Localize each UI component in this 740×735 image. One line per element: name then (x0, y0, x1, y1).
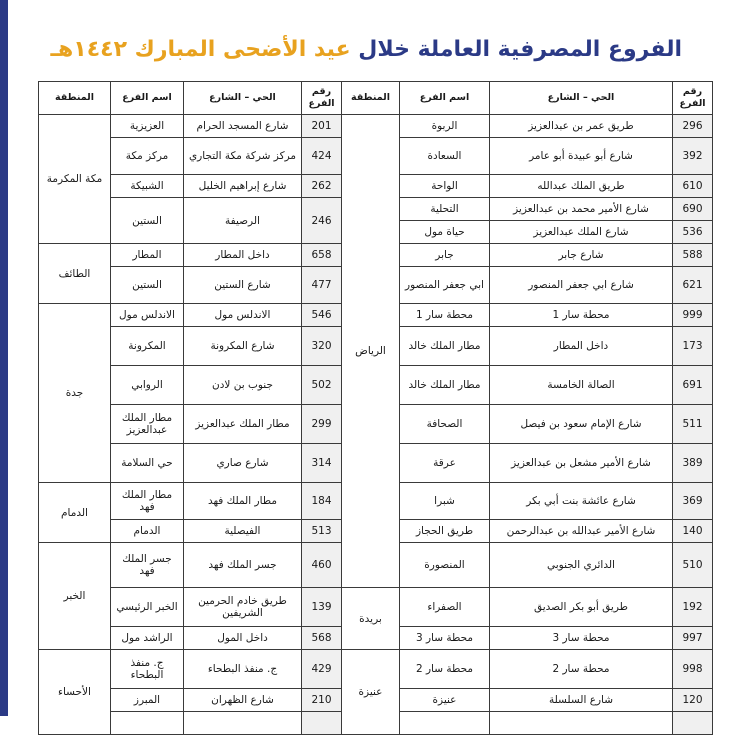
branch-num: 246 (302, 198, 342, 244)
branch-name: ابي جعفر المنصور (400, 267, 490, 304)
branch-name: ج. منفذ البطحاء (111, 650, 184, 689)
branch-name: الدمام (111, 520, 184, 543)
empty-cell (184, 712, 302, 735)
branch-name: الروابي (111, 366, 184, 405)
branch-street: طريق أبو بكر الصديق (490, 588, 673, 627)
branch-name: الستين (111, 267, 184, 304)
branch-street: شارع أبو عبيدة أبو عامر (490, 138, 673, 175)
branch-num: 588 (673, 244, 713, 267)
branch-name: جابر (400, 244, 490, 267)
header-street-right: الحي – الشارع (490, 82, 673, 115)
branch-street: جسر الملك فهد (184, 543, 302, 588)
branch-street: شارع الملك عبدالعزيز (490, 221, 673, 244)
branch-street: داخل المطار (184, 244, 302, 267)
page-title (40, 34, 682, 66)
branch-street: شارع صاري (184, 444, 302, 483)
region-buraydah: بريدة (342, 588, 400, 650)
branch-num: 392 (673, 138, 713, 175)
region-ahsa: الأحساء (39, 650, 111, 735)
branch-num: 299 (302, 405, 342, 444)
branch-name: محطة سار 1 (400, 304, 490, 327)
branch-num: 510 (673, 543, 713, 588)
empty-cell (302, 712, 342, 735)
branch-num: 621 (673, 267, 713, 304)
header-name-left: اسم الفرع (111, 82, 184, 115)
branch-name: جسر الملك فهد (111, 543, 184, 588)
branch-num: 139 (302, 588, 342, 627)
branch-name: محطة سار 2 (400, 650, 490, 689)
branch-num: 120 (673, 689, 713, 712)
branch-street: شارع إبراهيم الخليل (184, 175, 302, 198)
empty-cell (111, 712, 184, 735)
branch-street: الرصيفة (184, 198, 302, 244)
branch-street: شارع المكرونة (184, 327, 302, 366)
branch-street: الدائري الجنوبي (490, 543, 673, 588)
left-accent-bar (0, 0, 8, 716)
branch-street: ج. منفذ البطحاء (184, 650, 302, 689)
table-row (39, 650, 713, 689)
empty-cell (490, 712, 673, 735)
branch-num: 513 (302, 520, 342, 543)
branch-street: داخل المطار (490, 327, 673, 366)
branch-num: 173 (673, 327, 713, 366)
branch-street: الاندلس مول (184, 304, 302, 327)
branch-num: 424 (302, 138, 342, 175)
branch-num: 210 (302, 689, 342, 712)
region-dammam: الدمام (39, 483, 111, 543)
branch-name: محطة سار 3 (400, 627, 490, 650)
branch-name: عرقة (400, 444, 490, 483)
branch-num: 691 (673, 366, 713, 405)
branch-name: المبرز (111, 689, 184, 712)
branch-street: شارع الستين (184, 267, 302, 304)
branch-num: 658 (302, 244, 342, 267)
branch-num: 502 (302, 366, 342, 405)
branch-num: 429 (302, 650, 342, 689)
branch-name: الصفراء (400, 588, 490, 627)
region-taif: الطائف (39, 244, 111, 304)
branch-num: 140 (673, 520, 713, 543)
branch-num: 192 (673, 588, 713, 627)
branch-num: 369 (673, 483, 713, 520)
branch-name: طريق الحجاز (400, 520, 490, 543)
branch-name: الاندلس مول (111, 304, 184, 327)
header-region-right: المنطقة (342, 82, 400, 115)
table-row (39, 115, 713, 138)
branch-num: 511 (673, 405, 713, 444)
branch-name: الستين (111, 198, 184, 244)
region-unaizah: عنيزة (342, 650, 400, 735)
branch-street: شارع عائشة بنت أبي بكر (490, 483, 673, 520)
region-khobar: الخبر (39, 543, 111, 650)
region-makkah: مكة المكرمة (39, 115, 111, 244)
branch-street: طريق خادم الحرمين الشريفين (184, 588, 302, 627)
branch-street: مطار الملك عبدالعزيز (184, 405, 302, 444)
branch-name: الواحة (400, 175, 490, 198)
branch-street: شارع السلسلة (490, 689, 673, 712)
branch-street: شارع جابر (490, 244, 673, 267)
header-row (39, 82, 713, 115)
branch-street: شارع ابي جعفر المنصور (490, 267, 673, 304)
branch-num: 389 (673, 444, 713, 483)
header-num-right: رقم الفرع (673, 82, 713, 115)
branch-name: شبرا (400, 483, 490, 520)
branch-street: محطة سار 2 (490, 650, 673, 689)
branches-table (38, 81, 713, 735)
branch-num: 568 (302, 627, 342, 650)
branch-street: الفيصلية (184, 520, 302, 543)
branch-street: مطار الملك فهد (184, 483, 302, 520)
title-part-2: عيد الأضحى المبارك ١٤٤٢هـ (50, 37, 351, 62)
empty-cell (673, 712, 713, 735)
branch-num: 320 (302, 327, 342, 366)
branch-name: مركز مكة (111, 138, 184, 175)
branch-street: الصالة الخامسة (490, 366, 673, 405)
branch-num: 610 (673, 175, 713, 198)
branch-name: الخبر الرئيسي (111, 588, 184, 627)
branch-name: المطار (111, 244, 184, 267)
title-part-1: الفروع المصرفية العاملة خلال (350, 37, 682, 62)
branch-street: طريق عمر بن عبدالعزيز (490, 115, 673, 138)
branch-street: طريق الملك عبدالله (490, 175, 673, 198)
branch-street: محطة سار 1 (490, 304, 673, 327)
branch-num: 997 (673, 627, 713, 650)
branch-num: 546 (302, 304, 342, 327)
branch-street: شارع الأمير عبدالله بن عبدالرحمن (490, 520, 673, 543)
branch-name: مطار الملك عبدالعزيز (111, 405, 184, 444)
region-riyadh: الرياض (342, 115, 400, 588)
header-street-left: الحي – الشارع (184, 82, 302, 115)
branch-name: الراشد مول (111, 627, 184, 650)
branch-num: 296 (673, 115, 713, 138)
branch-name: الربوة (400, 115, 490, 138)
branch-street: شارع الظهران (184, 689, 302, 712)
branch-name: مطار الملك خالد (400, 366, 490, 405)
branch-street: شارع الأمير محمد بن عبدالعزيز (490, 198, 673, 221)
branch-num: 262 (302, 175, 342, 198)
branch-name: مطار الملك فهد (111, 483, 184, 520)
branch-num: 477 (302, 267, 342, 304)
branch-num: 999 (673, 304, 713, 327)
branch-num: 184 (302, 483, 342, 520)
branch-street: شارع الأمير مشعل بن عبدالعزيز (490, 444, 673, 483)
branch-num: 998 (673, 650, 713, 689)
header-region-left: المنطقة (39, 82, 111, 115)
region-jeddah: جدة (39, 304, 111, 483)
branch-street: جنوب بن لادن (184, 366, 302, 405)
branch-name: حياة مول (400, 221, 490, 244)
branch-name: المكرونة (111, 327, 184, 366)
branch-num: 536 (673, 221, 713, 244)
branch-name: الشبيكة (111, 175, 184, 198)
branch-name: التحلية (400, 198, 490, 221)
branch-name: السعادة (400, 138, 490, 175)
empty-cell (400, 712, 490, 735)
branch-num: 690 (673, 198, 713, 221)
branch-num: 201 (302, 115, 342, 138)
branch-name: حي السلامة (111, 444, 184, 483)
branch-name: عنيزة (400, 689, 490, 712)
branch-street: شارع المسجد الحرام (184, 115, 302, 138)
branch-name: العزيزية (111, 115, 184, 138)
branch-street: شارع الإمام سعود بن فيصل (490, 405, 673, 444)
table-row (39, 588, 713, 627)
header-num-left: رقم الفرع (302, 82, 342, 115)
branch-num: 460 (302, 543, 342, 588)
branch-street: مركز شركة مكة التجاري (184, 138, 302, 175)
branch-name: الصحافة (400, 405, 490, 444)
branch-name: المنصورة (400, 543, 490, 588)
branch-num: 314 (302, 444, 342, 483)
branch-street: محطة سار 3 (490, 627, 673, 650)
header-name-right: اسم الفرع (400, 82, 490, 115)
branch-name: مطار الملك خالد (400, 327, 490, 366)
branch-street: داخل المول (184, 627, 302, 650)
